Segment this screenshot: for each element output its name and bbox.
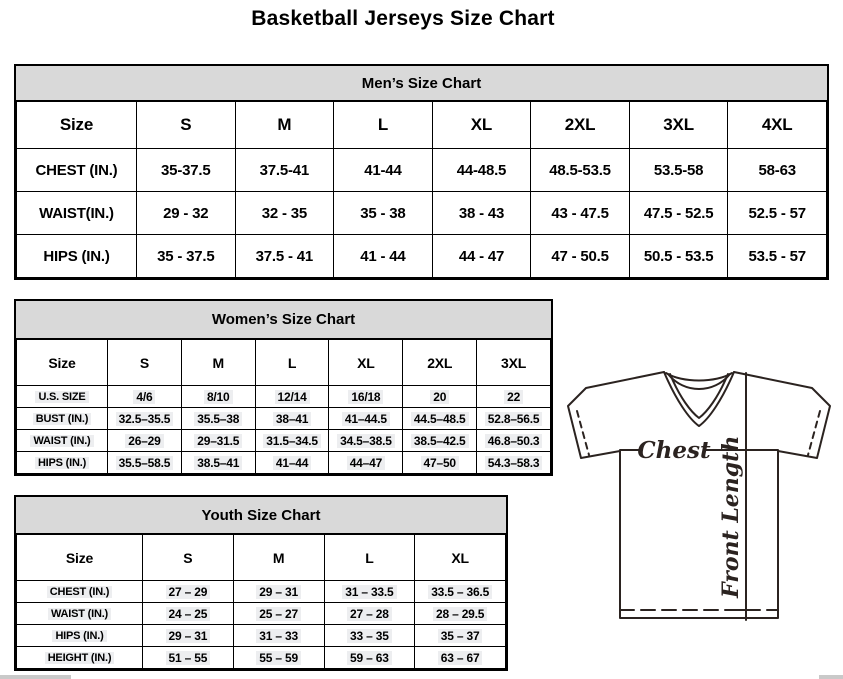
jersey-outline xyxy=(568,372,830,618)
jersey-diagram xyxy=(556,356,841,641)
mens-size-table xyxy=(16,101,827,278)
table-row xyxy=(17,235,827,278)
cell-value xyxy=(108,452,182,474)
row-label xyxy=(17,603,143,625)
cell-text: 24 – 25 xyxy=(166,607,211,621)
cell-value: 41 - 44 xyxy=(334,235,433,278)
cell-value: 53.5 - 57 xyxy=(728,235,827,278)
cell-value: 41-44 xyxy=(334,149,433,192)
table-row xyxy=(17,408,551,430)
table-row xyxy=(17,581,506,603)
cell-value xyxy=(143,581,234,603)
cell-value xyxy=(477,430,551,452)
cell-value xyxy=(181,430,255,452)
column-header: Size xyxy=(17,535,143,581)
column-header: XL xyxy=(432,102,531,149)
cell-value xyxy=(233,625,324,647)
cell-value xyxy=(329,430,403,452)
cell-text: 26–29 xyxy=(125,434,163,448)
h-scrollbar-fragment-right[interactable] xyxy=(819,675,843,679)
cell-value xyxy=(477,408,551,430)
cell-text: 31.5–34.5 xyxy=(263,434,321,448)
cell-text: 32.5–35.5 xyxy=(116,412,174,426)
cell-value xyxy=(324,581,415,603)
cell-value xyxy=(477,452,551,474)
cell-text: 29 – 31 xyxy=(166,629,211,643)
cell-text: 4/6 xyxy=(133,390,155,404)
cell-text: 41–44.5 xyxy=(342,412,390,426)
cell-text: BUST (IN.) xyxy=(33,413,91,425)
cell-text: 51 – 55 xyxy=(166,651,211,665)
column-header: M xyxy=(235,102,334,149)
womens-size-chart xyxy=(14,299,553,476)
cell-value xyxy=(403,386,477,408)
row-label: HIPS (IN.) xyxy=(17,235,137,278)
column-header: Size xyxy=(17,340,108,386)
cell-value xyxy=(415,625,506,647)
cell-value: 52.5 - 57 xyxy=(728,192,827,235)
table-row xyxy=(17,452,551,474)
cell-value: 38 - 43 xyxy=(432,192,531,235)
cell-value: 48.5-53.5 xyxy=(531,149,630,192)
cell-value xyxy=(329,452,403,474)
column-header: 3XL xyxy=(477,340,551,386)
womens-size-table xyxy=(16,339,551,474)
cell-value: 32 - 35 xyxy=(235,192,334,235)
cell-text: 31 – 33 xyxy=(256,629,301,643)
cell-value xyxy=(233,603,324,625)
youth-size-table xyxy=(16,534,506,669)
cell-text: 46.8–50.3 xyxy=(485,434,543,448)
cell-text: 47–50 xyxy=(421,456,459,470)
chest-label: Chest xyxy=(637,437,711,464)
cell-text: 52.8–56.5 xyxy=(485,412,543,426)
row-label: WAIST(IN.) xyxy=(17,192,137,235)
cell-value xyxy=(143,603,234,625)
cell-value xyxy=(255,430,329,452)
cell-value: 37.5 - 41 xyxy=(235,235,334,278)
cell-text: 8/10 xyxy=(204,390,233,404)
column-header: S xyxy=(108,340,182,386)
header-row xyxy=(17,535,506,581)
cell-text: 12/14 xyxy=(275,390,310,404)
table-row xyxy=(17,386,551,408)
cell-value: 44 - 47 xyxy=(432,235,531,278)
cell-value: 35 - 38 xyxy=(334,192,433,235)
cell-text: 34.5–38.5 xyxy=(337,434,395,448)
column-header: 2XL xyxy=(403,340,477,386)
cell-text: 55 – 59 xyxy=(256,651,301,665)
cell-text: 38.5–41 xyxy=(194,456,242,470)
table-row xyxy=(17,149,827,192)
cell-value xyxy=(403,452,477,474)
cell-text: 27 – 28 xyxy=(347,607,392,621)
cell-value xyxy=(233,581,324,603)
row-label xyxy=(17,408,108,430)
cell-value xyxy=(143,647,234,669)
cell-value: 47.5 - 52.5 xyxy=(629,192,728,235)
youth-size-chart xyxy=(14,495,508,671)
cell-text: 59 – 63 xyxy=(347,651,392,665)
cell-text: 63 – 67 xyxy=(438,651,483,665)
row-label: CHEST (IN.) xyxy=(17,149,137,192)
column-header: 3XL xyxy=(629,102,728,149)
mens-chart-caption: Men’s Size Chart xyxy=(16,66,827,101)
row-label xyxy=(17,581,143,603)
cell-value xyxy=(108,386,182,408)
cell-value: 44-48.5 xyxy=(432,149,531,192)
cell-value xyxy=(329,386,403,408)
cell-text: HEIGHT (IN.) xyxy=(45,652,115,664)
row-label xyxy=(17,647,143,669)
cell-text: 16/18 xyxy=(348,390,383,404)
cell-text: 22 xyxy=(504,390,523,404)
column-header: Size xyxy=(17,102,137,149)
cell-value: 29 - 32 xyxy=(137,192,236,235)
cell-value xyxy=(233,647,324,669)
cell-value xyxy=(255,386,329,408)
cell-text: 31 – 33.5 xyxy=(342,585,396,599)
cell-text: 38–41 xyxy=(273,412,311,426)
cell-text: WAIST (IN.) xyxy=(48,608,111,620)
cell-text: 35.5–58.5 xyxy=(116,456,174,470)
womens-chart-caption: Women’s Size Chart xyxy=(16,301,551,339)
cell-text: 33.5 – 36.5 xyxy=(428,585,492,599)
table-row xyxy=(17,603,506,625)
cell-value xyxy=(415,581,506,603)
cell-text: CHEST (IN.) xyxy=(47,586,113,598)
collar-back-arc xyxy=(666,373,732,381)
cell-text: HIPS (IN.) xyxy=(52,630,106,642)
row-label xyxy=(17,452,108,474)
cell-text: WAIST (IN.) xyxy=(30,435,93,447)
cell-value xyxy=(403,408,477,430)
cell-value xyxy=(143,625,234,647)
cell-value xyxy=(108,430,182,452)
cell-text: 28 – 29.5 xyxy=(433,607,487,621)
cell-text: 44.5–48.5 xyxy=(411,412,469,426)
cell-value xyxy=(329,408,403,430)
cell-text: 35 – 37 xyxy=(438,629,483,643)
cell-text: 29 – 31 xyxy=(256,585,301,599)
column-header: S xyxy=(143,535,234,581)
table-row xyxy=(17,625,506,647)
cell-text: 44–47 xyxy=(347,456,385,470)
cell-value xyxy=(415,647,506,669)
cell-text: 20 xyxy=(430,390,449,404)
column-header: XL xyxy=(415,535,506,581)
cell-value xyxy=(181,408,255,430)
header-row xyxy=(17,102,827,149)
cell-value xyxy=(255,408,329,430)
cell-value xyxy=(255,452,329,474)
cell-value xyxy=(415,603,506,625)
cell-value: 58-63 xyxy=(728,149,827,192)
cell-value: 35 - 37.5 xyxy=(137,235,236,278)
cell-value: 53.5-58 xyxy=(629,149,728,192)
cuff-dash-right xyxy=(808,411,820,455)
column-header: XL xyxy=(329,340,403,386)
cell-text: 41–44 xyxy=(273,456,311,470)
cell-value: 37.5-41 xyxy=(235,149,334,192)
column-header: L xyxy=(255,340,329,386)
column-header: L xyxy=(334,102,433,149)
table-row xyxy=(17,430,551,452)
cell-value: 43 - 47.5 xyxy=(531,192,630,235)
mens-size-chart xyxy=(14,64,829,280)
column-header: 4XL xyxy=(728,102,827,149)
cell-value xyxy=(324,625,415,647)
h-scrollbar-thumb-left[interactable] xyxy=(0,675,71,679)
front-length-label: Front Length xyxy=(718,435,744,598)
row-label xyxy=(17,430,108,452)
cell-text: 54.3–58.3 xyxy=(485,456,543,470)
cell-value xyxy=(181,452,255,474)
table-row xyxy=(17,192,827,235)
cell-text: 25 – 27 xyxy=(256,607,301,621)
cell-value xyxy=(108,408,182,430)
cell-text: 29–31.5 xyxy=(194,434,242,448)
cell-value: 50.5 - 53.5 xyxy=(629,235,728,278)
table-row xyxy=(17,647,506,669)
cell-value xyxy=(403,430,477,452)
cell-text: 27 – 29 xyxy=(166,585,211,599)
cell-value xyxy=(181,386,255,408)
row-label xyxy=(17,386,108,408)
column-header: L xyxy=(324,535,415,581)
column-header: 2XL xyxy=(531,102,630,149)
column-header: M xyxy=(233,535,324,581)
cell-value xyxy=(324,647,415,669)
cell-text: 38.5–42.5 xyxy=(411,434,469,448)
cell-text: U.S. SIZE xyxy=(35,391,88,403)
page-title: Basketball Jerseys Size Chart xyxy=(251,7,555,30)
column-header: M xyxy=(181,340,255,386)
cell-text: 33 – 35 xyxy=(347,629,392,643)
cell-value xyxy=(324,603,415,625)
youth-chart-caption: Youth Size Chart xyxy=(16,497,506,534)
cell-text: 35.5–38 xyxy=(194,412,242,426)
column-header: S xyxy=(137,102,236,149)
row-label xyxy=(17,625,143,647)
header-row xyxy=(17,340,551,386)
cell-value xyxy=(477,386,551,408)
cell-text: HIPS (IN.) xyxy=(35,457,89,469)
cell-value: 47 - 50.5 xyxy=(531,235,630,278)
cell-value: 35-37.5 xyxy=(137,149,236,192)
